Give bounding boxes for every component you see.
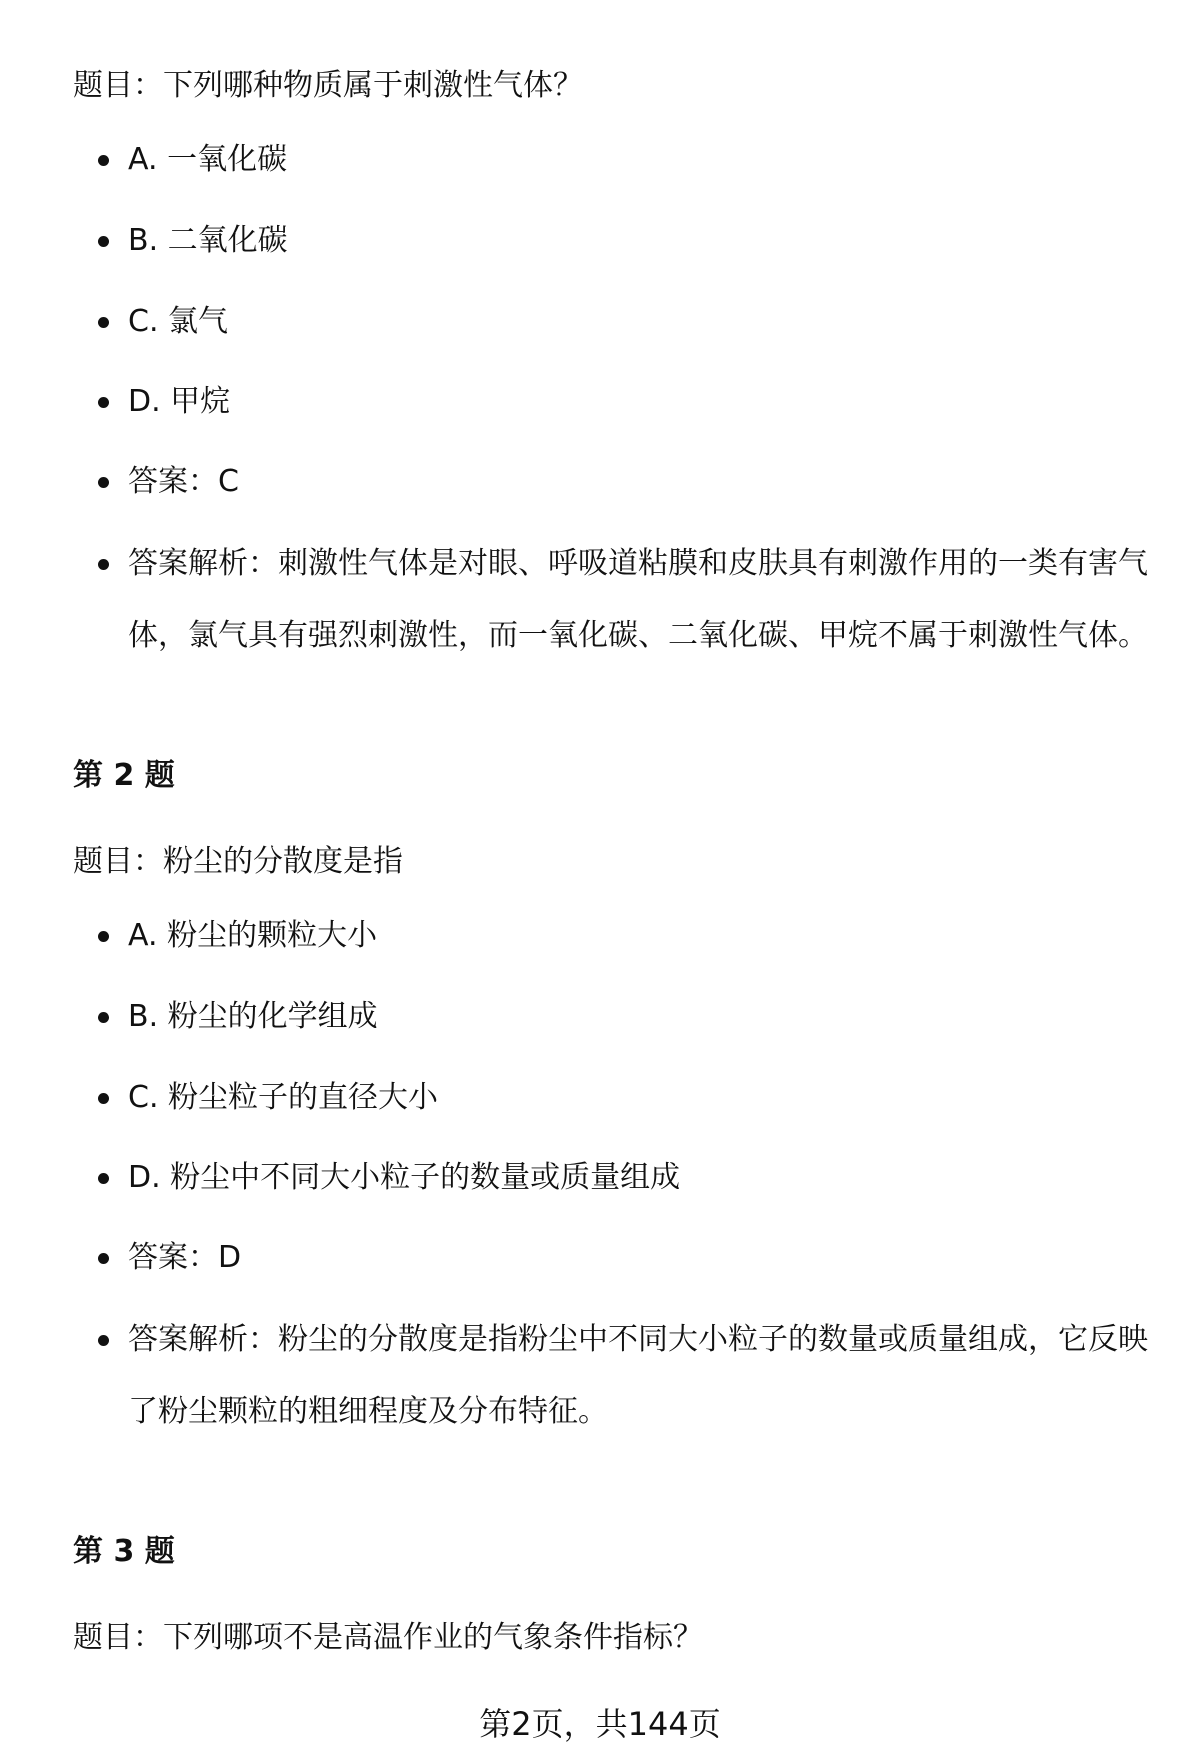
bullet-icon <box>98 155 109 166</box>
bullet-icon <box>98 477 109 488</box>
question-1-answer: 答案：C <box>128 462 1148 502</box>
question-2-option-a: A. 粉尘的颗粒大小 <box>128 916 1148 956</box>
bullet-icon <box>98 1012 109 1023</box>
question-1-option-d: D. 甲烷 <box>128 382 1148 422</box>
question-2-explanation: 答案解析：粉尘的分散度是指粉尘中不同大小粒子的数量或质量组成，它反映了粉尘颗粒的粗细程度及分布特征。 <box>128 1304 1148 1448</box>
question-2-heading: 第 2 题 <box>73 758 175 793</box>
question-2-answer: 答案：D <box>128 1238 1148 1278</box>
page-number: 第2页，共144页 <box>479 1705 721 1743</box>
question-3-heading: 第 3 题 <box>73 1534 175 1569</box>
question-2-stem: 题目：粉尘的分散度是指 <box>73 844 403 879</box>
question-2-option-b: B. 粉尘的化学组成 <box>128 997 1148 1037</box>
question-1-stem: 题目：下列哪种物质属于刺激性气体？ <box>73 68 583 103</box>
bullet-icon <box>98 1173 109 1184</box>
bullet-icon <box>98 236 109 247</box>
bullet-icon <box>98 317 109 328</box>
question-1-explanation: 答案解析：刺激性气体是对眼、呼吸道粘膜和皮肤具有刺激作用的一类有害气体，氯气具有强烈刺激性，而一氧化碳、二氧化碳、甲烷不属于刺激性气体。 <box>128 528 1148 672</box>
bullet-icon <box>98 1093 109 1104</box>
question-2-option-d: D. 粉尘中不同大小粒子的数量或质量组成 <box>128 1158 1148 1198</box>
question-1-option-b: B. 二氧化碳 <box>128 221 1148 261</box>
bullet-icon <box>98 1335 109 1346</box>
bullet-icon <box>98 1253 109 1264</box>
bullet-icon <box>98 931 109 942</box>
question-1-option-a: A. 一氧化碳 <box>128 140 1148 180</box>
question-2-option-c: C. 粉尘粒子的直径大小 <box>128 1078 1148 1118</box>
bullet-icon <box>98 559 109 570</box>
question-1-option-c: C. 氯气 <box>128 302 1148 342</box>
question-3-stem: 题目：下列哪项不是高温作业的气象条件指标？ <box>73 1620 703 1655</box>
bullet-icon <box>98 397 109 408</box>
